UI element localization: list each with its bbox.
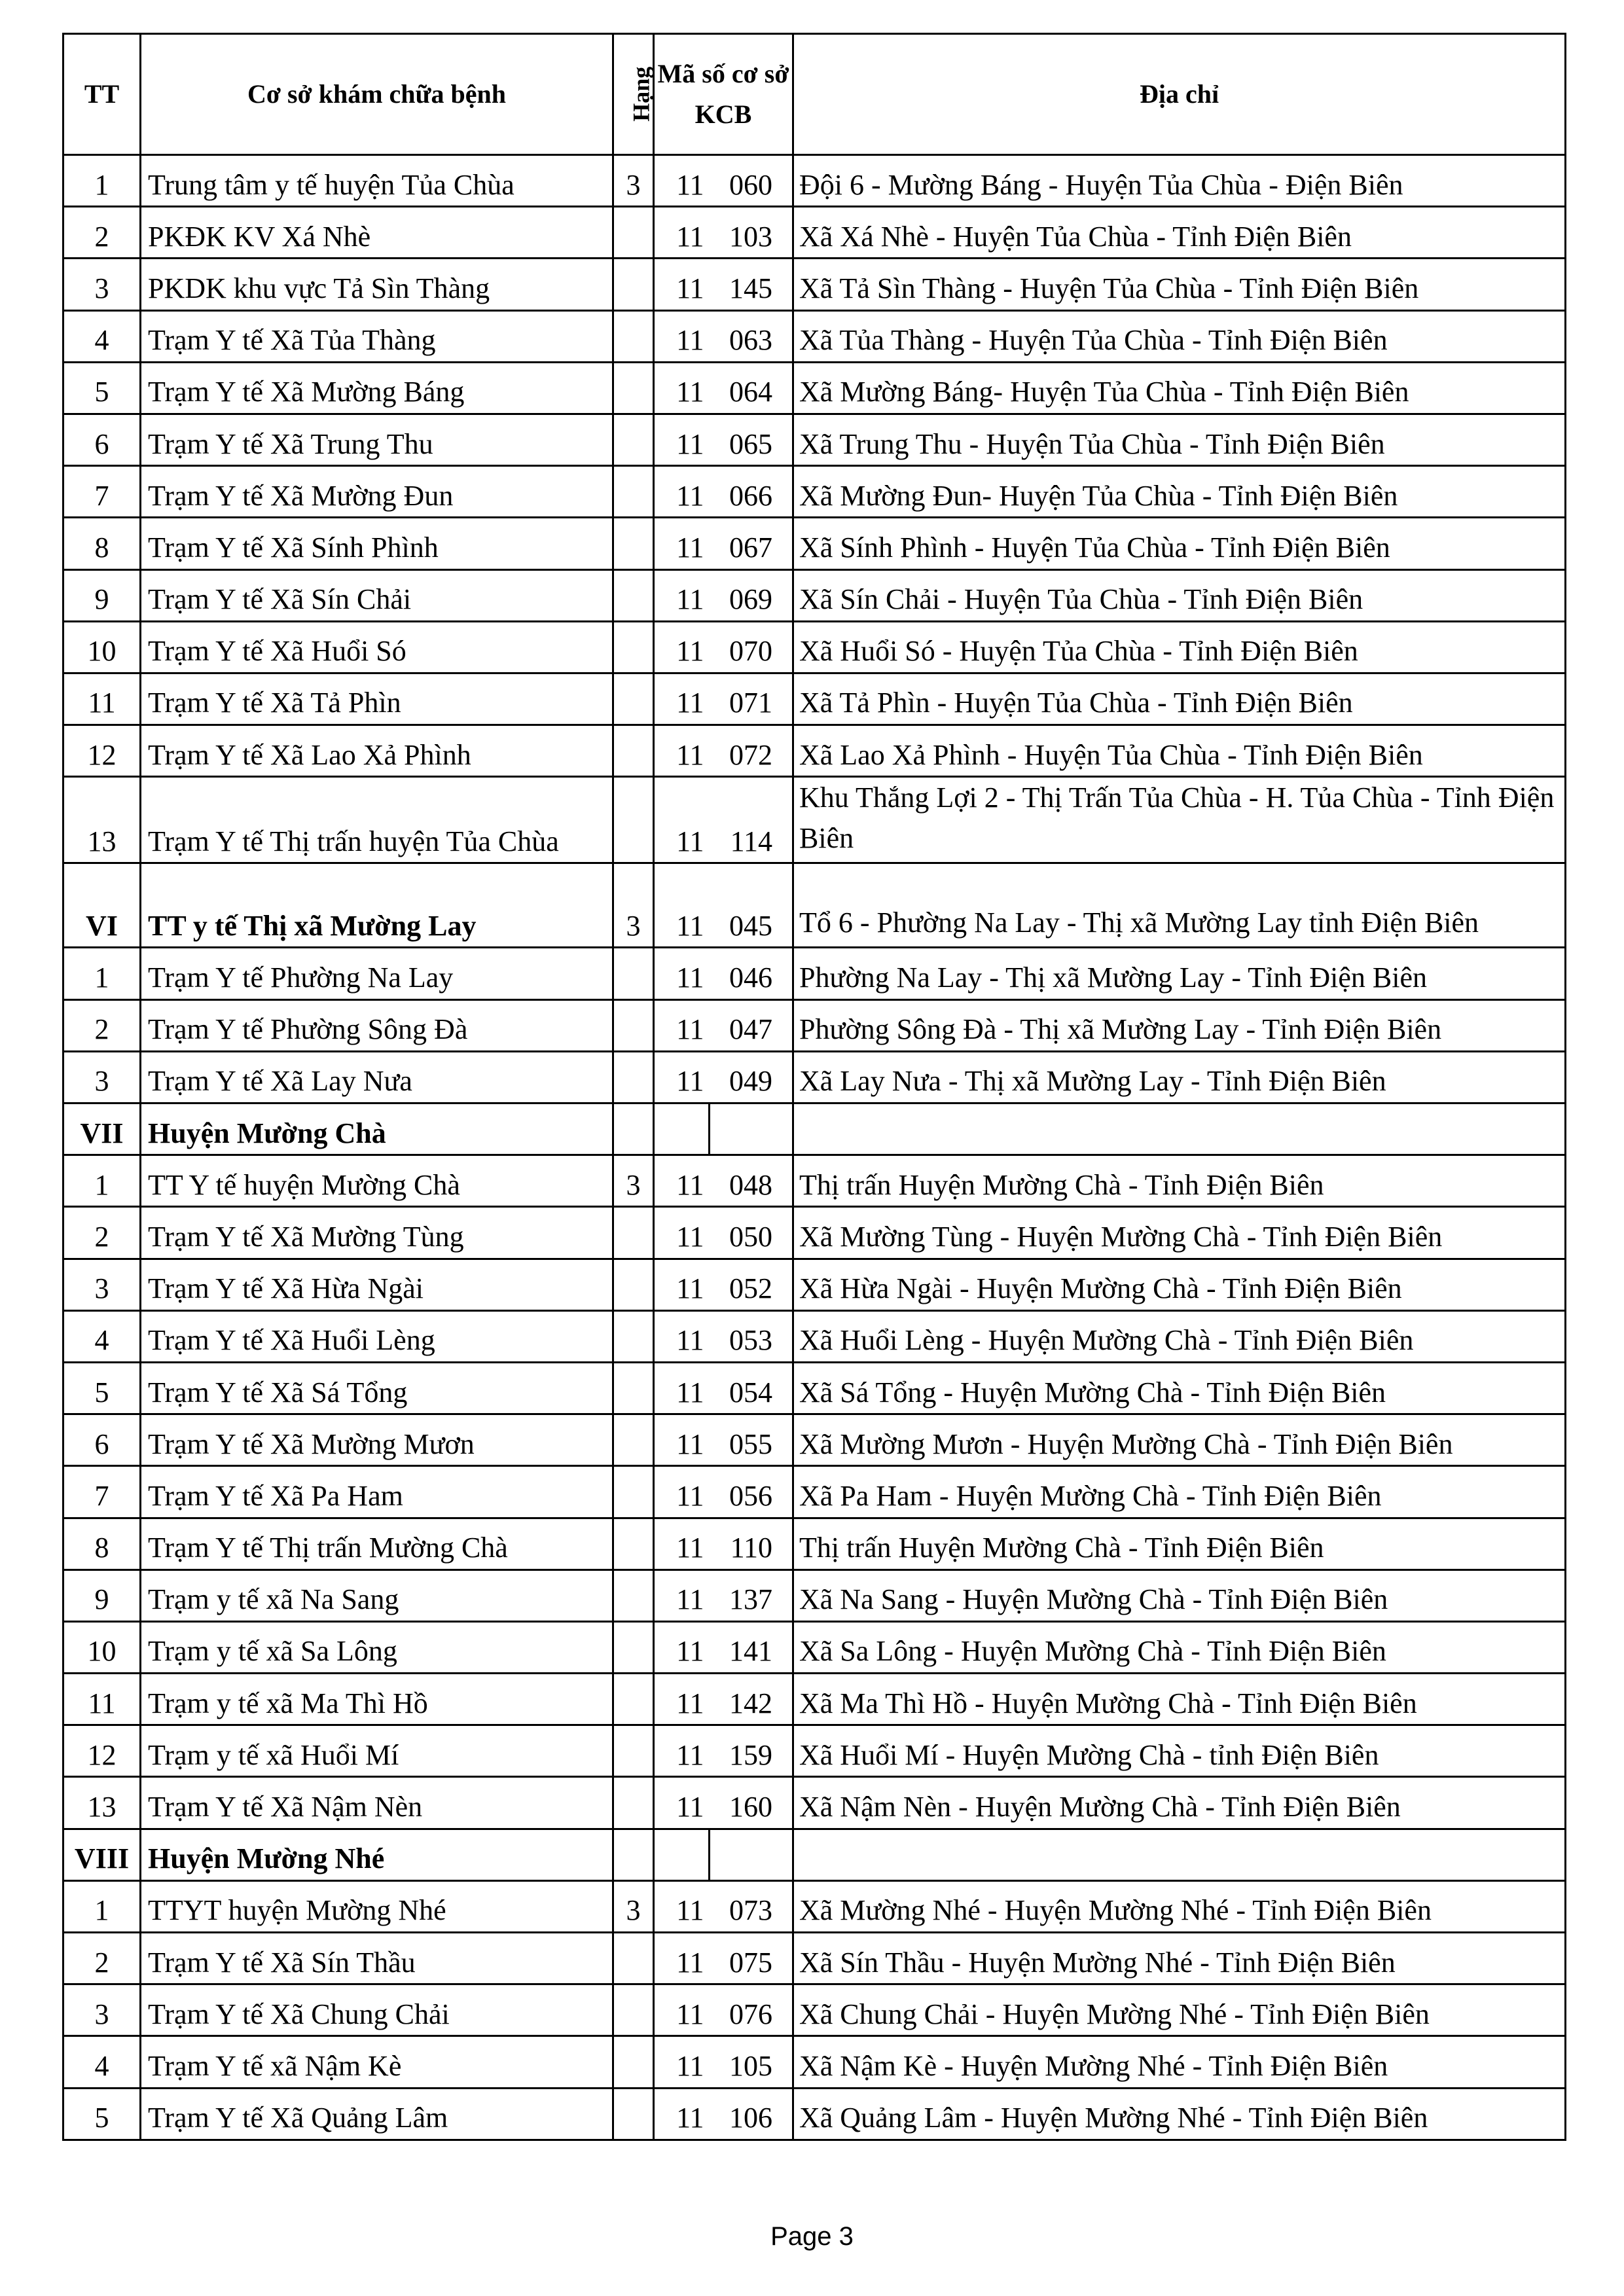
facility-code: 137 bbox=[710, 1570, 793, 1621]
facility-code: 159 bbox=[710, 1725, 793, 1777]
province-code: 11 bbox=[654, 1362, 710, 1414]
facility-name: Trạm Y tế Phường Na Lay bbox=[141, 948, 613, 999]
row-number: VI bbox=[63, 863, 141, 948]
facility-name: Trạm Y tế Phường Sông Đà bbox=[141, 999, 613, 1051]
row-number: 10 bbox=[63, 621, 141, 673]
facility-code: 064 bbox=[710, 362, 793, 414]
facility-address: Xã Mường Nhé - Huyện Mường Nhé - Tỉnh Điện Biên bbox=[793, 1880, 1566, 1932]
page-number: Page 3 bbox=[770, 2222, 854, 2251]
facility-rank bbox=[613, 1829, 654, 1880]
table-row bbox=[63, 155, 1566, 207]
row-number: 3 bbox=[63, 1051, 141, 1103]
facility-code: 114 bbox=[710, 777, 793, 863]
province-code: 11 bbox=[654, 310, 710, 362]
facility-rank bbox=[613, 1466, 654, 1518]
province-code: 11 bbox=[654, 1674, 710, 1725]
facility-address bbox=[793, 1829, 1566, 1880]
row-number: 8 bbox=[63, 518, 141, 569]
table-row bbox=[63, 1155, 1566, 1207]
facility-address: Xã Nậm Kè - Huyện Mường Nhé - Tỉnh Điện Biên bbox=[793, 2036, 1566, 2088]
facility-name: Trạm Y tế Xã Sá Tổng bbox=[141, 1362, 613, 1414]
header-code: Mã số cơ sở KCB bbox=[654, 34, 793, 155]
facility-rank bbox=[613, 2036, 654, 2088]
province-code: 11 bbox=[654, 569, 710, 621]
facility-rank bbox=[613, 1570, 654, 1621]
facility-address: Xã Xá Nhè - Huyện Tủa Chùa - Tỉnh Điện Biên bbox=[793, 207, 1566, 259]
table-row bbox=[63, 1414, 1566, 1466]
province-code: 11 bbox=[654, 948, 710, 999]
facility-rank bbox=[613, 207, 654, 259]
province-code: 11 bbox=[654, 518, 710, 569]
facility-name: Trạm Y tế Xã Huổi Só bbox=[141, 621, 613, 673]
facility-code: 106 bbox=[710, 2088, 793, 2140]
row-number: 7 bbox=[63, 1466, 141, 1518]
table-row bbox=[63, 1777, 1566, 1829]
facility-code: 069 bbox=[710, 569, 793, 621]
row-number: 9 bbox=[63, 1570, 141, 1621]
table-row bbox=[63, 1051, 1566, 1103]
facility-rank bbox=[613, 1310, 654, 1362]
table-row bbox=[63, 569, 1566, 621]
row-number: 12 bbox=[63, 725, 141, 777]
table-row bbox=[63, 673, 1566, 725]
row-number: VIII bbox=[63, 1829, 141, 1880]
facility-address: Xã Sa Lông - Huyện Mường Chà - Tỉnh Điện Biên bbox=[793, 1621, 1566, 1673]
facility-code: 105 bbox=[710, 2036, 793, 2088]
table-row bbox=[63, 1933, 1566, 1984]
table-row bbox=[63, 2088, 1566, 2140]
table-row bbox=[63, 518, 1566, 569]
table-row bbox=[63, 362, 1566, 414]
facility-address: Xã Pa Ham - Huyện Mường Chà - Tỉnh Điện Biên bbox=[793, 1466, 1566, 1518]
facility-name: Huyện Mường Nhé bbox=[141, 1829, 613, 1880]
facility-rank: 3 bbox=[613, 155, 654, 207]
table-row bbox=[63, 999, 1566, 1051]
province-code: 11 bbox=[654, 259, 710, 310]
facility-rank bbox=[613, 621, 654, 673]
row-number: 4 bbox=[63, 310, 141, 362]
table-row bbox=[63, 948, 1566, 999]
facility-name: Trạm Y tế Xã Tủa Thàng bbox=[141, 310, 613, 362]
table-row bbox=[63, 1310, 1566, 1362]
facility-address: Xã Sín Thầu - Huyện Mường Nhé - Tỉnh Điện Biên bbox=[793, 1933, 1566, 1984]
facility-rank bbox=[613, 1933, 654, 1984]
row-number: 4 bbox=[63, 1310, 141, 1362]
facility-address: Xã Tủa Thàng - Huyện Tủa Chùa - Tỉnh Điện Biên bbox=[793, 310, 1566, 362]
facility-name: Trạm Y tế Xã Lao Xả Phình bbox=[141, 725, 613, 777]
province-code: 11 bbox=[654, 999, 710, 1051]
facility-name: Trạm Y tế Xã Mường Mươn bbox=[141, 1414, 613, 1466]
table-header-row bbox=[63, 34, 1566, 155]
province-code: 11 bbox=[654, 414, 710, 465]
row-number: 12 bbox=[63, 1725, 141, 1777]
facility-rank bbox=[613, 999, 654, 1051]
facility-name: TT y tế Thị xã Mường Lay bbox=[141, 863, 613, 948]
facility-rank bbox=[613, 1051, 654, 1103]
row-number: 10 bbox=[63, 1621, 141, 1673]
facility-address: Thị trấn Huyện Mường Chà - Tỉnh Điện Biên bbox=[793, 1518, 1566, 1570]
facility-table bbox=[62, 33, 1566, 2141]
row-number: 13 bbox=[63, 1777, 141, 1829]
province-code: 11 bbox=[654, 1259, 710, 1310]
header-facility: Cơ sở khám chữa bệnh bbox=[141, 34, 613, 155]
row-number: 3 bbox=[63, 1259, 141, 1310]
facility-address: Xã Sính Phình - Huyện Tủa Chùa - Tỉnh Điện Biên bbox=[793, 518, 1566, 569]
province-code: 11 bbox=[654, 1880, 710, 1932]
facility-code: 160 bbox=[710, 1777, 793, 1829]
header-address: Địa chỉ bbox=[793, 34, 1566, 155]
row-number: VII bbox=[63, 1103, 141, 1155]
facility-address: Xã Trung Thu - Huyện Tủa Chùa - Tỉnh Điện Biên bbox=[793, 414, 1566, 465]
table-row bbox=[63, 1674, 1566, 1725]
province-code: 11 bbox=[654, 1155, 710, 1207]
facility-address: Xã Huổi Só - Huyện Tủa Chùa - Tỉnh Điện Biên bbox=[793, 621, 1566, 673]
table-row bbox=[63, 207, 1566, 259]
province-code: 11 bbox=[654, 2088, 710, 2140]
facility-name: Trạm y tế xã Huổi Mí bbox=[141, 1725, 613, 1777]
row-number: 2 bbox=[63, 207, 141, 259]
facility-address: Phường Sông Đà - Thị xã Mường Lay - Tỉnh Điện Biên bbox=[793, 999, 1566, 1051]
facility-code: 145 bbox=[710, 259, 793, 310]
facility-rank bbox=[613, 777, 654, 863]
facility-name: Trạm Y tế Xã Sín Thầu bbox=[141, 1933, 613, 1984]
facility-rank bbox=[613, 1103, 654, 1155]
province-code: 11 bbox=[654, 466, 710, 518]
facility-code: 046 bbox=[710, 948, 793, 999]
table-row bbox=[63, 1570, 1566, 1621]
facility-address: Thị trấn Huyện Mường Chà - Tỉnh Điện Biên bbox=[793, 1155, 1566, 1207]
table-row bbox=[63, 414, 1566, 465]
facility-address: Xã Nậm Nèn - Huyện Mường Chà - Tỉnh Điện Biên bbox=[793, 1777, 1566, 1829]
facility-rank bbox=[613, 518, 654, 569]
row-number: 4 bbox=[63, 2036, 141, 2088]
facility-rank: 3 bbox=[613, 1155, 654, 1207]
facility-address: Xã Tả Sìn Thàng - Huyện Tủa Chùa - Tỉnh Điện Biên bbox=[793, 259, 1566, 310]
province-code: 11 bbox=[654, 1207, 710, 1259]
table-row bbox=[63, 466, 1566, 518]
facility-name: Trạm Y tế Xã Pa Ham bbox=[141, 1466, 613, 1518]
facility-name: Trung tâm y tế huyện Tủa Chùa bbox=[141, 155, 613, 207]
province-code: 11 bbox=[654, 1621, 710, 1673]
province-code: 11 bbox=[654, 1725, 710, 1777]
facility-name: Trạm Y tế Xã Mường Tùng bbox=[141, 1207, 613, 1259]
facility-address: Xã Tả Phìn - Huyện Tủa Chùa - Tỉnh Điện Biên bbox=[793, 673, 1566, 725]
facility-address: Xã Huổi Mí - Huyện Mường Chà - tỉnh Điện Biên bbox=[793, 1725, 1566, 1777]
facility-name: Trạm Y tế Xã Mường Đun bbox=[141, 466, 613, 518]
facility-rank: 3 bbox=[613, 1880, 654, 1932]
facility-code: 110 bbox=[710, 1518, 793, 1570]
facility-rank bbox=[613, 2088, 654, 2140]
province-code: 11 bbox=[654, 1310, 710, 1362]
province-code: 11 bbox=[654, 1051, 710, 1103]
facility-name: Trạm Y tế Xã Nậm Nèn bbox=[141, 1777, 613, 1829]
facility-address: Xã Mường Báng- Huyện Tủa Chùa - Tỉnh Điện Biên bbox=[793, 362, 1566, 414]
row-number: 8 bbox=[63, 1518, 141, 1570]
row-number: 1 bbox=[63, 155, 141, 207]
facility-rank bbox=[613, 1414, 654, 1466]
province-code bbox=[654, 1103, 710, 1155]
facility-code bbox=[710, 1103, 793, 1155]
table-row bbox=[63, 863, 1566, 948]
facility-code: 052 bbox=[710, 1259, 793, 1310]
province-code: 11 bbox=[654, 1518, 710, 1570]
table-row bbox=[63, 2036, 1566, 2088]
facility-code: 054 bbox=[710, 1362, 793, 1414]
province-code: 11 bbox=[654, 1777, 710, 1829]
facility-rank bbox=[613, 259, 654, 310]
facility-rank bbox=[613, 1777, 654, 1829]
province-code: 11 bbox=[654, 1414, 710, 1466]
facility-name: Trạm Y tế Xã Chung Chải bbox=[141, 1984, 613, 2036]
facility-code: 073 bbox=[710, 1880, 793, 1932]
facility-table-sheet bbox=[62, 33, 1564, 2141]
row-number: 9 bbox=[63, 569, 141, 621]
facility-code: 076 bbox=[710, 1984, 793, 2036]
row-number: 5 bbox=[63, 362, 141, 414]
facility-address: Xã Chung Chải - Huyện Mường Nhé - Tỉnh Điện Biên bbox=[793, 1984, 1566, 2036]
facility-rank bbox=[613, 1621, 654, 1673]
facility-code: 070 bbox=[710, 621, 793, 673]
table-row bbox=[63, 1880, 1566, 1932]
facility-address: Xã Sá Tổng - Huyện Mường Chà - Tỉnh Điện Biên bbox=[793, 1362, 1566, 1414]
facility-rank bbox=[613, 1518, 654, 1570]
table-row bbox=[63, 259, 1566, 310]
facility-name: Trạm y tế xã Na Sang bbox=[141, 1570, 613, 1621]
facility-address: Xã Mường Mươn - Huyện Mường Chà - Tỉnh Điện Biên bbox=[793, 1414, 1566, 1466]
row-number: 13 bbox=[63, 777, 141, 863]
section-row bbox=[63, 1829, 1566, 1880]
row-number: 2 bbox=[63, 1933, 141, 1984]
province-code: 11 bbox=[654, 777, 710, 863]
facility-address: Xã Hừa Ngài - Huyện Mường Chà - Tỉnh Điện Biên bbox=[793, 1259, 1566, 1310]
facility-code: 055 bbox=[710, 1414, 793, 1466]
facility-code: 142 bbox=[710, 1674, 793, 1725]
table-row bbox=[63, 1984, 1566, 2036]
header-tt: TT bbox=[63, 34, 141, 155]
table-row bbox=[63, 1362, 1566, 1414]
facility-name: Trạm Y tế Xã Sín Chải bbox=[141, 569, 613, 621]
facility-rank bbox=[613, 1362, 654, 1414]
facility-name: Trạm Y tế Thị trấn Mường Chà bbox=[141, 1518, 613, 1570]
province-code: 11 bbox=[654, 362, 710, 414]
facility-code: 141 bbox=[710, 1621, 793, 1673]
row-number: 1 bbox=[63, 1880, 141, 1932]
facility-rank bbox=[613, 414, 654, 465]
facility-rank bbox=[613, 725, 654, 777]
facility-name: Trạm Y tế Xã Lay Nưa bbox=[141, 1051, 613, 1103]
facility-address: Tổ 6 - Phường Na Lay - Thị xã Mường Lay tỉnh Điện Biên bbox=[793, 863, 1566, 948]
table-row bbox=[63, 1518, 1566, 1570]
row-number: 3 bbox=[63, 1984, 141, 2036]
facility-rank bbox=[613, 362, 654, 414]
province-code: 11 bbox=[654, 621, 710, 673]
table-row bbox=[63, 1207, 1566, 1259]
facility-code: 056 bbox=[710, 1466, 793, 1518]
facility-rank: 3 bbox=[613, 863, 654, 948]
facility-code: 048 bbox=[710, 1155, 793, 1207]
facility-address bbox=[793, 1103, 1566, 1155]
facility-code: 060 bbox=[710, 155, 793, 207]
facility-code: 065 bbox=[710, 414, 793, 465]
province-code bbox=[654, 1829, 710, 1880]
facility-rank bbox=[613, 1207, 654, 1259]
facility-rank bbox=[613, 1674, 654, 1725]
facility-address: Khu Thắng Lợi 2 - Thị Trấn Tủa Chùa - H. Tủa Chùa - Tỉnh Điện Biên bbox=[793, 777, 1566, 863]
row-number: 11 bbox=[63, 1674, 141, 1725]
row-number: 11 bbox=[63, 673, 141, 725]
facility-rank bbox=[613, 673, 654, 725]
facility-name: Trạm Y tế Thị trấn huyện Tủa Chùa bbox=[141, 777, 613, 863]
facility-code: 071 bbox=[710, 673, 793, 725]
row-number: 3 bbox=[63, 259, 141, 310]
facility-code: 053 bbox=[710, 1310, 793, 1362]
facility-address: Đội 6 - Mường Báng - Huyện Tủa Chùa - Điện Biên bbox=[793, 155, 1566, 207]
table-body bbox=[63, 155, 1566, 2140]
facility-code: 047 bbox=[710, 999, 793, 1051]
row-number: 2 bbox=[63, 999, 141, 1051]
facility-address: Xã Na Sang - Huyện Mường Chà - Tỉnh Điện Biên bbox=[793, 1570, 1566, 1621]
facility-name: Trạm Y tế Xã Quảng Lâm bbox=[141, 2088, 613, 2140]
facility-code: 045 bbox=[710, 863, 793, 948]
facility-code: 072 bbox=[710, 725, 793, 777]
facility-code: 063 bbox=[710, 310, 793, 362]
facility-name: Trạm Y tế Xã Huổi Lèng bbox=[141, 1310, 613, 1362]
province-code: 11 bbox=[654, 1984, 710, 2036]
facility-rank bbox=[613, 310, 654, 362]
facility-rank bbox=[613, 1984, 654, 2036]
row-number: 5 bbox=[63, 2088, 141, 2140]
facility-address: Xã Sín Chải - Huyện Tủa Chùa - Tỉnh Điện Biên bbox=[793, 569, 1566, 621]
province-code: 11 bbox=[654, 1933, 710, 1984]
facility-code: 067 bbox=[710, 518, 793, 569]
facility-address: Xã Huổi Lèng - Huyện Mường Chà - Tỉnh Điện Biên bbox=[793, 1310, 1566, 1362]
row-number: 6 bbox=[63, 414, 141, 465]
facility-name: Trạm Y tế xã Nậm Kè bbox=[141, 2036, 613, 2088]
facility-name: Trạm y tế xã Sa Lông bbox=[141, 1621, 613, 1673]
facility-name: Trạm Y tế Xã Hừa Ngài bbox=[141, 1259, 613, 1310]
facility-name: Trạm Y tế Xã Trung Thu bbox=[141, 414, 613, 465]
facility-name: PKDK khu vực Tả Sìn Thàng bbox=[141, 259, 613, 310]
facility-code: 049 bbox=[710, 1051, 793, 1103]
facility-address: Xã Lao Xả Phình - Huyện Tủa Chùa - Tỉnh Điện Biên bbox=[793, 725, 1566, 777]
province-code: 11 bbox=[654, 155, 710, 207]
facility-code bbox=[710, 1829, 793, 1880]
facility-address: Xã Lay Nưa - Thị xã Mường Lay - Tỉnh Điện Biên bbox=[793, 1051, 1566, 1103]
facility-code: 075 bbox=[710, 1933, 793, 1984]
province-code: 11 bbox=[654, 207, 710, 259]
row-number: 6 bbox=[63, 1414, 141, 1466]
table-row bbox=[63, 1466, 1566, 1518]
facility-rank bbox=[613, 1725, 654, 1777]
header-rank bbox=[613, 34, 654, 155]
facility-rank bbox=[613, 569, 654, 621]
province-code: 11 bbox=[654, 725, 710, 777]
table-row bbox=[63, 621, 1566, 673]
facility-code: 066 bbox=[710, 466, 793, 518]
facility-name: Trạm Y tế Xã Mường Báng bbox=[141, 362, 613, 414]
facility-rank bbox=[613, 948, 654, 999]
row-number: 1 bbox=[63, 948, 141, 999]
facility-address: Xã Quảng Lâm - Huyện Mường Nhé - Tỉnh Điện Biên bbox=[793, 2088, 1566, 2140]
table-row bbox=[63, 1621, 1566, 1673]
facility-address: Xã Ma Thì Hồ - Huyện Mường Chà - Tỉnh Điện Biên bbox=[793, 1674, 1566, 1725]
province-code: 11 bbox=[654, 2036, 710, 2088]
row-number: 2 bbox=[63, 1207, 141, 1259]
header-rank-label: Hạng bbox=[628, 66, 655, 122]
facility-code: 103 bbox=[710, 207, 793, 259]
facility-name: Huyện Mường Chà bbox=[141, 1103, 613, 1155]
facility-name: PKĐK KV Xá Nhè bbox=[141, 207, 613, 259]
table-row bbox=[63, 777, 1566, 863]
table-row bbox=[63, 1259, 1566, 1310]
row-number: 1 bbox=[63, 1155, 141, 1207]
facility-name: Trạm y tế xã Ma Thì Hồ bbox=[141, 1674, 613, 1725]
facility-name: Trạm Y tế Xã Tả Phìn bbox=[141, 673, 613, 725]
facility-code: 050 bbox=[710, 1207, 793, 1259]
facility-name: TTYT huyện Mường Nhé bbox=[141, 1880, 613, 1932]
facility-name: TT Y tế huyện Mường Chà bbox=[141, 1155, 613, 1207]
table-row bbox=[63, 725, 1566, 777]
facility-rank bbox=[613, 1259, 654, 1310]
facility-name: Trạm Y tế Xã Sính Phình bbox=[141, 518, 613, 569]
section-row bbox=[63, 1103, 1566, 1155]
row-number: 7 bbox=[63, 466, 141, 518]
table-row bbox=[63, 310, 1566, 362]
facility-address: Xã Mường Đun- Huyện Tủa Chùa - Tỉnh Điện Biên bbox=[793, 466, 1566, 518]
facility-address: Phường Na Lay - Thị xã Mường Lay - Tỉnh Điện Biên bbox=[793, 948, 1566, 999]
table-row bbox=[63, 1725, 1566, 1777]
facility-rank bbox=[613, 466, 654, 518]
facility-address: Xã Mường Tùng - Huyện Mường Chà - Tỉnh Điện Biên bbox=[793, 1207, 1566, 1259]
province-code: 11 bbox=[654, 863, 710, 948]
province-code: 11 bbox=[654, 673, 710, 725]
province-code: 11 bbox=[654, 1466, 710, 1518]
province-code: 11 bbox=[654, 1570, 710, 1621]
row-number: 5 bbox=[63, 1362, 141, 1414]
